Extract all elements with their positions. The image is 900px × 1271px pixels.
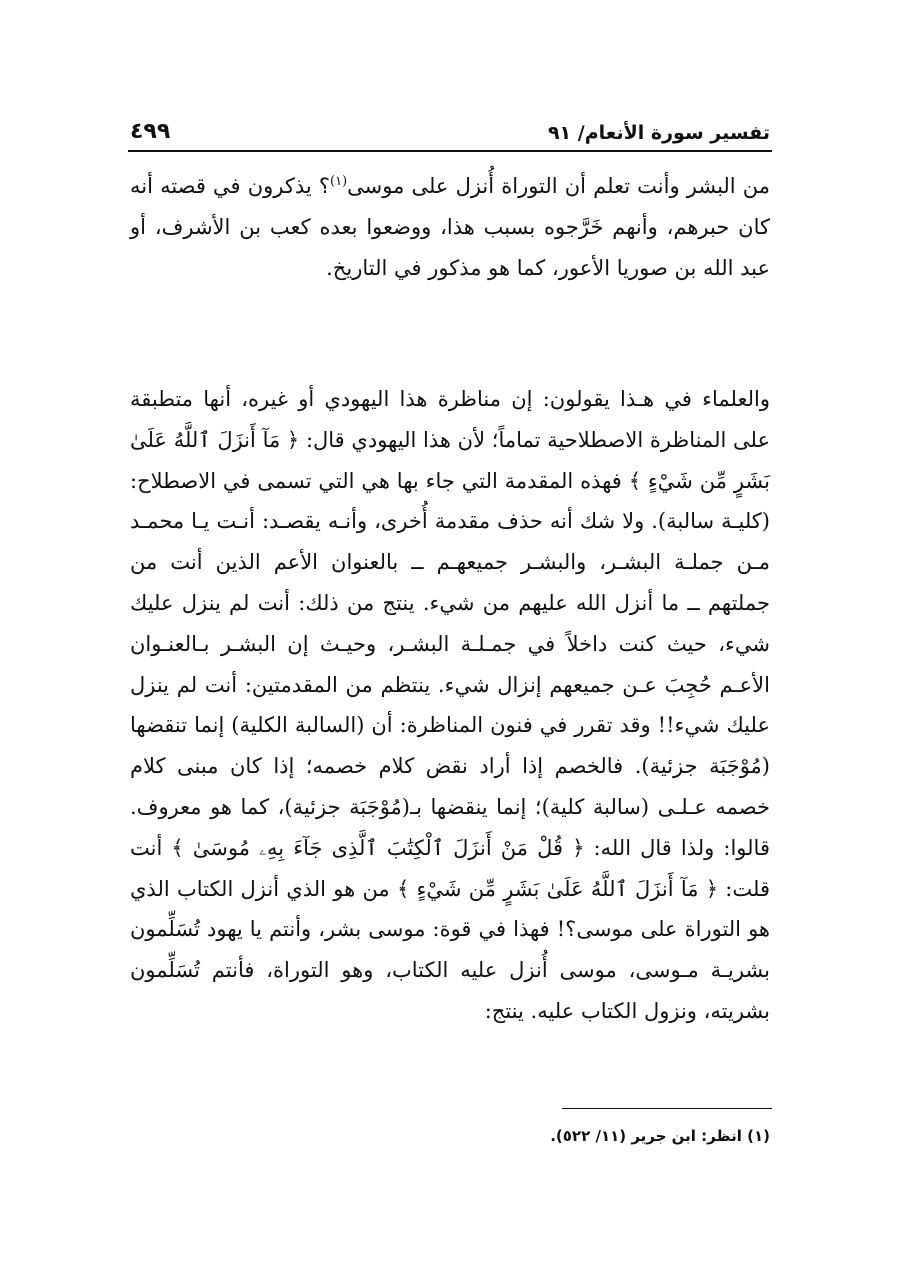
footnote-text: انظر: ابن جرير (١١/ ٥٢٢). (550, 1127, 742, 1145)
footnote-reference: (١) (330, 174, 348, 189)
page-number: ٤٩٩ (130, 119, 171, 144)
footnote-marker: (١) (747, 1127, 770, 1145)
running-header (130, 108, 770, 144)
header-rule (128, 150, 772, 152)
running-title: تفسير سورة الأنعام/ ٩١ (547, 122, 770, 144)
paragraph-1-text-after: ؟ يذكرون في قصته أنه كان حبرهم، وأنهم خَرَّجوه بسبب هذا، ووضعوا بعده كعب بن الأشرف، أو عبد الله بن صوريا الأعور، كما هو مذكور في التاريخ. (130, 174, 770, 280)
paragraph-2-text: والعلماء في هـذا يقولون: إن مناظرة هذا اليهودي أو غيره، أنها متطبقة على المناظرة الاصطلاحية تماماً؛ لأن هذا اليهودي قال: ﴿ مَآ أَنزَلَ ٱللَّهُ عَلَىٰ بَشَرٍ مِّن شَيْءٍ ﴾ فهذه المقدمة التي جاء بها هي التي تسمى في الاصطلاح: (كليـة سالبة). ولا شك أنه حذف مقدمة أُخرى، وأنـه يقصـد: أنـت يـا محمـد مـن جملـة البشـر، والبشـر جميعهـم ــ بالعنوان الأعم الذين أنت من جملتهم ــ ما أنزل الله عليهم من شيء. ينتج من ذلك: أنت لم ينزل عليك شيء، حيث كنت داخلاً في جمـلـة البشـر، وحيـث إن البشـر بـالعنـوان الأعـم حُجِبَ عـن جميعهم إنزال شيء. ينتظم من المقدمتين: أنت لم ينزل عليك شيء!! وقد تقرر في فنون المناظرة: أن (السالبة الكلية) إنما تنقضها (مُوْجَبَة جزئية). فالخصم إذا أراد نقض كلام خصمه؛ إذا كان مبنى كلام خصمه عـلـى (سالبة كلية)؛ إنما ينقضها بـ(مُوْجَبَة جزئية)، كما هو معروف. قالوا: ولذا قال الله: ﴿ قُلْ مَنْ أَنزَلَ ٱلْكِتَٰبَ ٱلَّذِى جَآءَ بِهِۦ مُوسَىٰ ﴾ أنت قلت: ﴿ مَآ أَنزَلَ ٱللَّهُ عَلَىٰ بَشَرٍ مِّن شَيْءٍ ﴾ من هو الذي أنزل الكتاب الذي هو التوراة على موسى؟! فهذا في قوة: موسى بشر، وأنتم يا يهود تُسَلِّمون بشريـة مـوسى، موسى أُنزل عليه الكتاب، وهو التوراة، فأنتم تُسَلِّمون بشريته، ونزول الكتاب عليه. ينتج: (130, 387, 770, 1023)
footnote-1 (130, 1124, 770, 1148)
paragraph-2 (130, 379, 770, 1032)
paragraph-1-text (130, 166, 770, 288)
paragraph-1 (130, 166, 770, 288)
paragraph-1-text-before: من البشر وأنت تعلم أن التوراة أُنزل على موسى (347, 174, 770, 198)
footnote-rule (562, 1108, 772, 1109)
